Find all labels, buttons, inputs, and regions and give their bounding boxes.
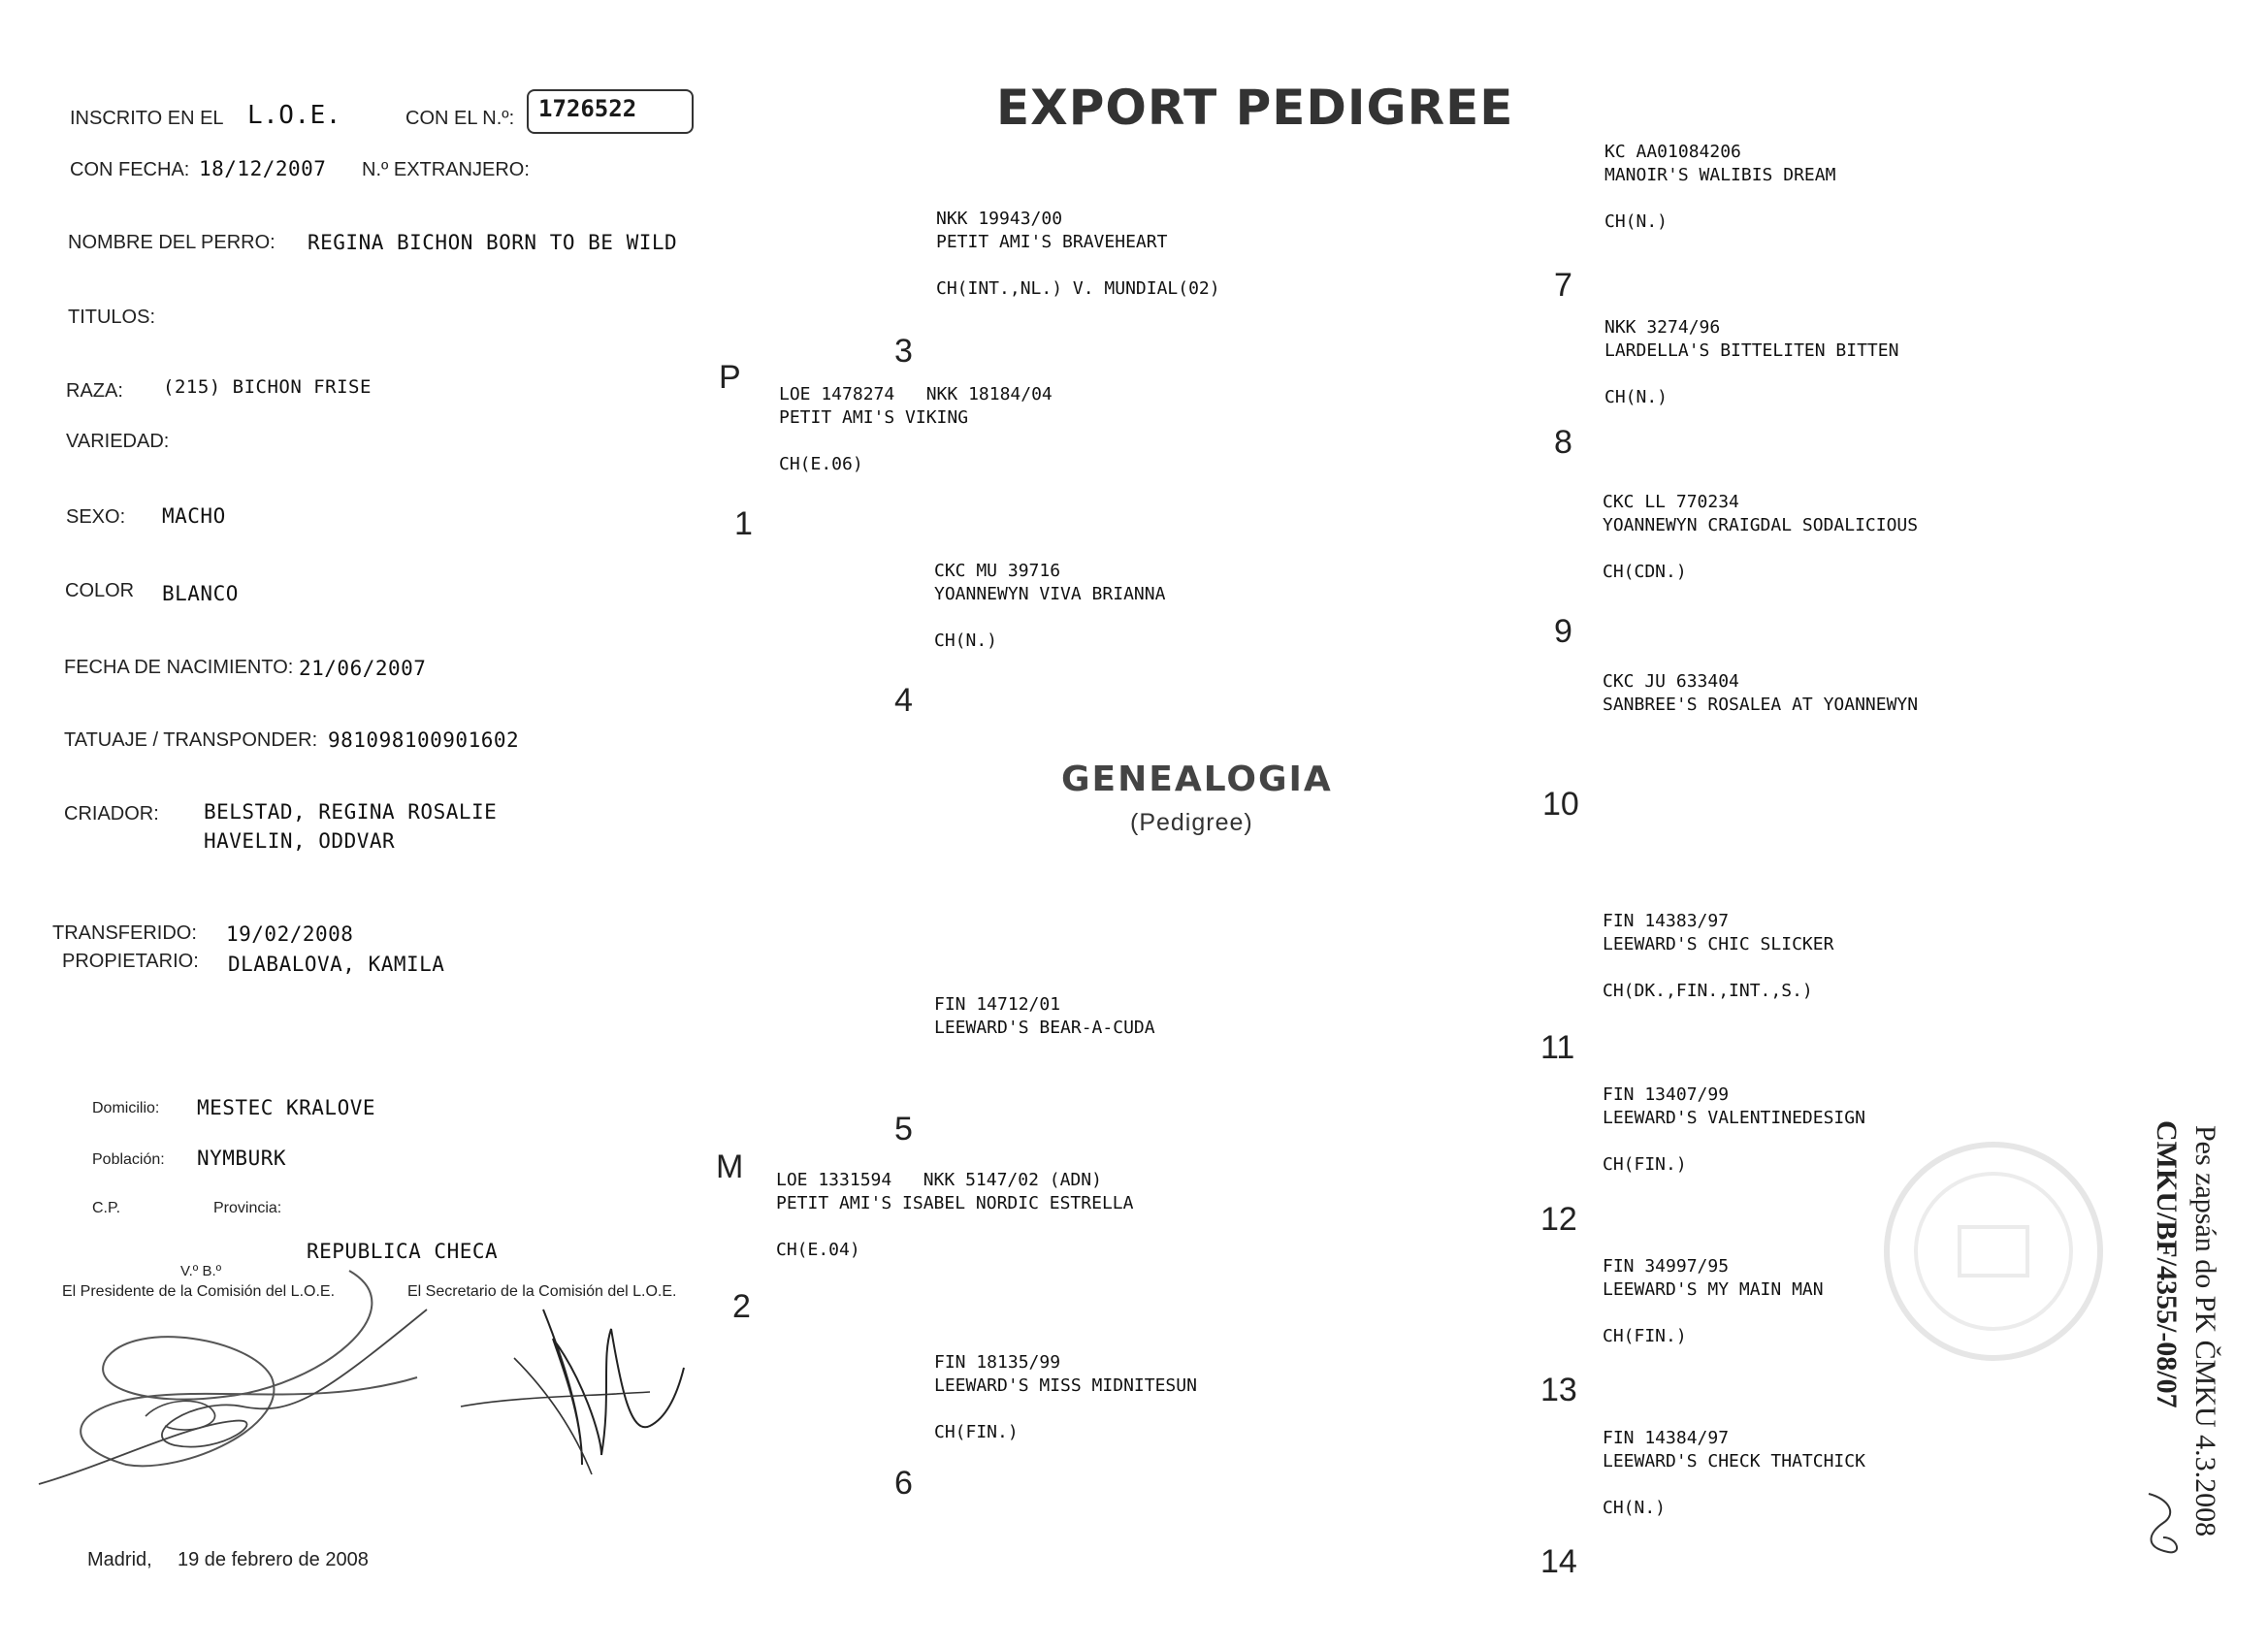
propietario-value: DLABALOVA, KAMILA xyxy=(228,953,445,976)
tatuaje-value: 981098100901602 xyxy=(328,728,520,752)
stamp-line1: Pes zapsán do PK ČMKU 4.3.2008 xyxy=(2189,1125,2221,1537)
country-value: REPUBLICA CHECA xyxy=(307,1240,499,1263)
stamp-line2: CMKU/BF/4355/-08/07 xyxy=(2151,1120,2183,1408)
place-date-city: Madrid, xyxy=(87,1549,152,1570)
poblacion-value: NYMBURK xyxy=(197,1147,287,1170)
criador-line1: BELSTAD, REGINA ROSALIE xyxy=(204,800,498,824)
ancestor-13: FIN 34997/95 LEEWARD'S MY MAIN MAN CH(FIN.) xyxy=(1603,1256,1824,1346)
ancestor-10: CKC JU 633404 SANBREE'S ROSALEA AT YOANNEWYN xyxy=(1603,671,1919,715)
number-label: CON EL N.º: xyxy=(405,108,515,129)
domicilio-value: MESTEC KRALOVE xyxy=(197,1096,376,1119)
criador-line2: HAVELIN, ODDVAR xyxy=(204,829,396,853)
inscrito-label: INSCRITO EN EL xyxy=(70,108,224,129)
ancestor-14-number: 14 xyxy=(1540,1543,1577,1580)
ancestor-11-number: 11 xyxy=(1540,1029,1575,1066)
ancestor-5-number: 5 xyxy=(894,1111,913,1148)
tatuaje-label: TATUAJE / TRANSPONDER: xyxy=(64,729,318,751)
transferido-label: TRANSFERIDO: xyxy=(52,922,197,944)
vb-label: V.º B.º xyxy=(180,1263,222,1279)
secretary-signature xyxy=(456,1300,689,1494)
ancestor-9-number: 9 xyxy=(1554,613,1572,650)
nacimiento-label: FECHA DE NACIMIENTO: xyxy=(64,657,294,678)
inscrito-value: L.O.E. xyxy=(247,101,341,130)
genealogia-title: GENEALOGIA xyxy=(1061,760,1333,799)
ancestor-1-number: 1 xyxy=(734,505,753,542)
ancestor-7-number: 7 xyxy=(1554,267,1572,304)
place-date: 19 de febrero de 2008 xyxy=(178,1549,369,1570)
ancestor-8: NKK 3274/96 LARDELLA'S BITTELITEN BITTEN CH(N.) xyxy=(1604,317,1899,407)
raza-label: RAZA: xyxy=(66,380,123,402)
registration-seal-icon xyxy=(1877,1135,2110,1368)
criador-label: CRIADOR: xyxy=(64,803,159,824)
presidente-label: El Presidente de la Comisión del L.O.E. xyxy=(62,1283,336,1300)
variedad-label: VARIEDAD: xyxy=(66,431,170,452)
document-title: EXPORT PEDIGREE xyxy=(996,80,1514,136)
poblacion-label: Población: xyxy=(92,1151,165,1168)
ancestor-6-number: 6 xyxy=(894,1465,913,1502)
secretario-label: El Secretario de la Comisión del L.O.E. xyxy=(407,1283,677,1300)
president-signature xyxy=(29,1251,437,1504)
cp-label: C.P. xyxy=(92,1200,121,1216)
sexo-value: MACHO xyxy=(162,504,226,528)
ancestor-6: FIN 18135/99 LEEWARD'S MISS MIDNITESUN CH(FIN.) xyxy=(934,1352,1197,1442)
transferido-value: 19/02/2008 xyxy=(226,922,354,946)
ancestor-14: FIN 14384/97 LEEWARD'S CHECK THATCHICK CH(N.) xyxy=(1603,1428,1865,1518)
color-label: COLOR xyxy=(65,580,135,601)
extranjero-label: N.º EXTRANJERO: xyxy=(362,159,530,180)
nombre-label: NOMBRE DEL PERRO: xyxy=(68,232,275,253)
sexo-label: SEXO: xyxy=(66,506,126,528)
genealogia-subtitle: (Pedigree) xyxy=(1130,809,1253,836)
ancestor-2: LOE 1331594 NKK 5147/02 (ADN) PETIT AMI'S ISABEL NORDIC ESTRELLA CH(E.04) xyxy=(776,1170,1134,1260)
fecha-label: CON FECHA: xyxy=(70,159,190,180)
titulos-label: TITULOS: xyxy=(68,307,156,328)
stamp-initials-icon xyxy=(2139,1489,2187,1557)
ancestor-8-number: 8 xyxy=(1554,424,1572,461)
raza-value: (215) BICHON FRISE xyxy=(163,376,372,398)
dam-marker: M xyxy=(716,1148,744,1185)
ancestor-4: CKC MU 39716 YOANNEWYN VIVA BRIANNA CH(N.) xyxy=(934,561,1166,651)
ancestor-12-number: 12 xyxy=(1540,1201,1577,1238)
ancestor-10-number: 10 xyxy=(1542,786,1579,823)
domicilio-label: Domicilio: xyxy=(92,1100,160,1116)
propietario-label: PROPIETARIO: xyxy=(62,951,199,972)
registration-number-box xyxy=(527,89,694,134)
ancestor-4-number: 4 xyxy=(894,682,913,719)
ancestor-7: KC AA01084206 MANOIR'S WALIBIS DREAM CH(N.) xyxy=(1604,142,1836,232)
fecha-value: 18/12/2007 xyxy=(199,157,327,180)
sire-marker: P xyxy=(719,359,741,396)
ancestor-11: FIN 14383/97 LEEWARD'S CHIC SLICKER CH(DK.,FIN.,INT.,S.) xyxy=(1603,911,1834,1001)
ancestor-3-number: 3 xyxy=(894,333,913,370)
color-value: BLANCO xyxy=(162,582,239,605)
ancestor-1: LOE 1478274 NKK 18184/04 PETIT AMI'S VIKING CH(E.06) xyxy=(779,384,1053,474)
ancestor-13-number: 13 xyxy=(1540,1372,1577,1408)
ancestor-12: FIN 13407/99 LEEWARD'S VALENTINEDESIGN CH(FIN.) xyxy=(1603,1084,1865,1175)
nombre-value: REGINA BICHON BORN TO BE WILD xyxy=(308,231,678,254)
provincia-label: Provincia: xyxy=(213,1200,282,1216)
nacimiento-value: 21/06/2007 xyxy=(299,657,427,680)
registration-number-value: 1726522 xyxy=(538,95,637,122)
ancestor-2-number: 2 xyxy=(732,1288,751,1325)
ancestor-5: FIN 14712/01 LEEWARD'S BEAR-A-CUDA xyxy=(934,994,1155,1038)
ancestor-3: NKK 19943/00 PETIT AMI'S BRAVEHEART CH(INT.,NL.) V. MUNDIAL(02) xyxy=(936,209,1220,299)
ancestor-9: CKC LL 770234 YOANNEWYN CRAIGDAL SODALICIOUS CH(CDN.) xyxy=(1603,492,1919,582)
